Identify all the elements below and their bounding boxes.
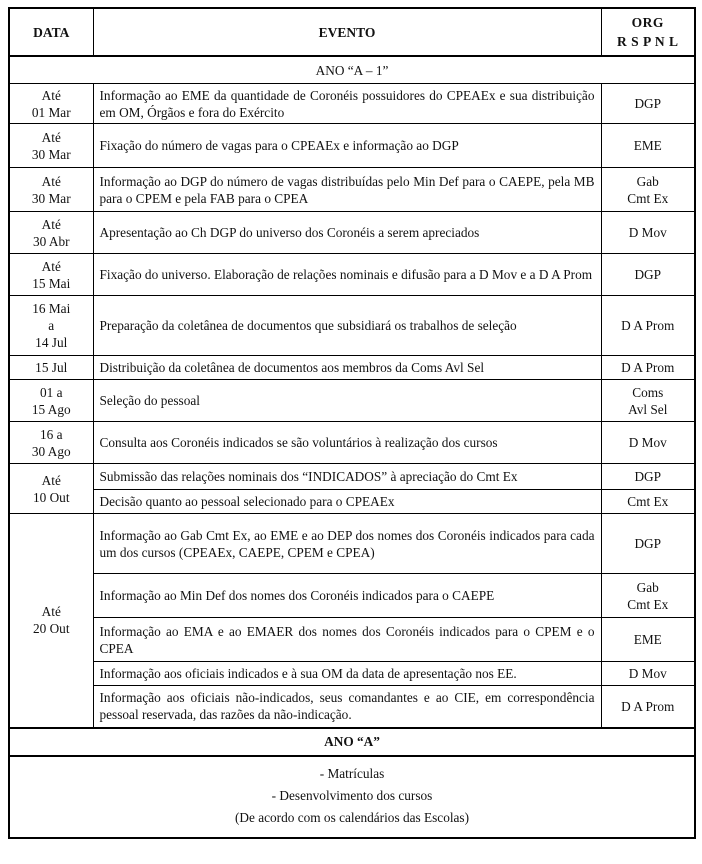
- date-line: 15 Jul: [35, 360, 68, 375]
- date-line: 20 Out: [32, 621, 70, 637]
- event-cell: Informação ao Gab Cmt Ex, ao EME e ao DEP dos nomes dos Coronéis indicados para cada um dos cursos (CPEAEx, CAEPE, CPEM e CPEA): [93, 514, 601, 574]
- org-cell: [601, 514, 695, 574]
- schedule-table: [8, 7, 696, 839]
- section-row-a-minus-1: [9, 56, 695, 84]
- org-line: D Mov: [628, 666, 667, 681]
- date-line: Até: [41, 216, 61, 232]
- table-row: [9, 514, 695, 574]
- header-org: [601, 8, 695, 56]
- org-cell: [601, 254, 695, 296]
- date-cell: [9, 356, 93, 380]
- date-line: Até: [41, 87, 61, 103]
- event-cell: Decisão quanto ao pessoal selecionado para o CPEAEx: [93, 490, 601, 514]
- org-cell: [601, 356, 695, 380]
- table-row: [9, 212, 695, 254]
- table-row: [9, 490, 695, 514]
- header-row: [9, 8, 695, 56]
- org-cell: [601, 84, 695, 124]
- footer-line-desenvolvimento: - Desenvolvimento dos cursos: [271, 787, 433, 803]
- table-row: [9, 356, 695, 380]
- date-cell: [9, 124, 93, 168]
- event-cell: Consulta aos Coronéis indicados se são voluntários à realização dos cursos: [93, 422, 601, 464]
- date-line: a: [48, 318, 55, 333]
- event-cell: Submissão das relações nominais dos “INDICADOS” à apreciação do Cmt Ex: [93, 464, 601, 490]
- org-cell: [601, 662, 695, 686]
- event-cell: Fixação do número de vagas para o CPEAEx e informação ao DGP: [93, 124, 601, 168]
- date-cell: [9, 212, 93, 254]
- section-row-a: [9, 728, 695, 756]
- org-cell: [601, 686, 695, 728]
- table-row: [9, 662, 695, 686]
- header-org-line1: ORG: [631, 15, 664, 30]
- org-cell: [601, 490, 695, 514]
- org-line: D Mov: [628, 435, 667, 450]
- footer-row: [9, 756, 695, 838]
- footer-cell: [9, 756, 695, 838]
- date-line: 10 Out: [32, 489, 70, 505]
- table-row: [9, 618, 695, 662]
- header-evento: EVENTO: [93, 8, 601, 56]
- org-line: D A Prom: [621, 698, 675, 714]
- org-cell: [601, 124, 695, 168]
- footer-line-matriculas: - Matrículas: [319, 765, 385, 781]
- org-line: Gab: [636, 579, 659, 595]
- date-line: 01 a: [39, 384, 63, 400]
- org-line: DGP: [634, 469, 662, 484]
- date-line: 30 Ago: [31, 443, 71, 459]
- org-line: Cmt Ex: [627, 596, 669, 612]
- org-cell: [601, 212, 695, 254]
- org-line: D A Prom: [621, 360, 675, 375]
- org-line: DGP: [634, 96, 662, 111]
- event-cell: Distribuição da coletânea de documentos aos membros da Coms Avl Sel: [93, 356, 601, 380]
- date-line: 30 Mar: [31, 190, 71, 206]
- org-cell: [601, 574, 695, 618]
- table-row: [9, 296, 695, 356]
- date-cell: [9, 296, 93, 356]
- event-cell: Informação aos oficiais indicados e à sua OM da data de apresentação nos EE.: [93, 662, 601, 686]
- event-cell: Apresentação ao Ch DGP do universo dos Coronéis a serem apreciados: [93, 212, 601, 254]
- org-line: Avl Sel: [628, 401, 668, 417]
- event-cell: Fixação do universo. Elaboração de relações nominais e difusão para a D Mov e a D A Prom: [93, 254, 601, 296]
- table-row: [9, 686, 695, 728]
- table-row: [9, 254, 695, 296]
- date-cell: [9, 254, 93, 296]
- org-cell: [601, 380, 695, 422]
- event-cell: Informação aos oficiais não-indicados, seus comandantes e ao CIE, em correspondência pessoal reservada, das razões da não-indicação.: [93, 686, 601, 728]
- header-data: DATA: [9, 8, 93, 56]
- date-line: Até: [41, 129, 61, 145]
- date-cell: [9, 464, 93, 514]
- header-org-line2: R S P N L: [616, 34, 679, 49]
- org-line: EME: [633, 138, 662, 153]
- date-line: Até: [41, 472, 61, 488]
- date-line: 30 Abr: [32, 233, 70, 249]
- org-line: D Mov: [628, 225, 667, 240]
- table-row: [9, 422, 695, 464]
- org-line: Gab: [636, 173, 659, 189]
- table-row: [9, 124, 695, 168]
- table-row: [9, 168, 695, 212]
- date-line: 30 Mar: [31, 146, 71, 162]
- org-cell: [601, 168, 695, 212]
- date-line: 14 Jul: [35, 335, 68, 350]
- date-cell: [9, 514, 93, 728]
- org-line: DGP: [634, 536, 662, 551]
- table-row: [9, 464, 695, 490]
- org-line: Cmt Ex: [627, 190, 669, 206]
- org-line: D A Prom: [621, 318, 675, 333]
- event-cell: Informação ao Min Def dos nomes dos Coronéis indicados para o CAEPE: [93, 574, 601, 618]
- event-cell: Seleção do pessoal: [93, 380, 601, 422]
- org-line: Cmt Ex: [627, 494, 669, 509]
- date-line: 01 Mar: [31, 104, 71, 120]
- date-line: Até: [41, 604, 61, 620]
- date-cell: [9, 168, 93, 212]
- schedule-document: [8, 7, 694, 839]
- footer-line-calendarios: (De acordo com os calendários das Escolas): [234, 809, 470, 825]
- event-cell: Informação ao EME da quantidade de Coronéis possuidores do CPEAEx e sua distribuição em OM, Órgãos e fora do Exército: [93, 84, 601, 124]
- date-line: Até: [41, 258, 61, 274]
- section-title-a-minus-1: ANO “A – 1”: [9, 56, 695, 84]
- table-row: [9, 380, 695, 422]
- table-row: [9, 84, 695, 124]
- org-line: Coms: [632, 384, 664, 400]
- date-line: 16 a: [39, 426, 63, 442]
- table-row: [9, 574, 695, 618]
- org-cell: [601, 464, 695, 490]
- event-cell: Informação ao EMA e ao EMAER dos nomes dos Coronéis indicados para o CPEM e o CPEA: [93, 618, 601, 662]
- date-line: 15 Ago: [31, 401, 71, 417]
- event-cell: Preparação da coletânea de documentos que subsidiará os trabalhos de seleção: [93, 296, 601, 356]
- org-cell: [601, 618, 695, 662]
- org-cell: [601, 422, 695, 464]
- date-cell: [9, 380, 93, 422]
- event-cell: Informação ao DGP do número de vagas distribuídas pelo Min Def para o CAEPE, pela MB para o CPEM e pela FAB para o CPEA: [93, 168, 601, 212]
- date-cell: [9, 422, 93, 464]
- date-cell: [9, 84, 93, 124]
- org-line: DGP: [634, 267, 662, 282]
- org-cell: [601, 296, 695, 356]
- date-line: Até: [41, 173, 61, 189]
- date-line: 15 Mai: [32, 275, 71, 291]
- org-line: EME: [633, 632, 662, 647]
- date-line: 16 Mai: [32, 301, 71, 316]
- section-title-a: ANO “A”: [9, 728, 695, 756]
